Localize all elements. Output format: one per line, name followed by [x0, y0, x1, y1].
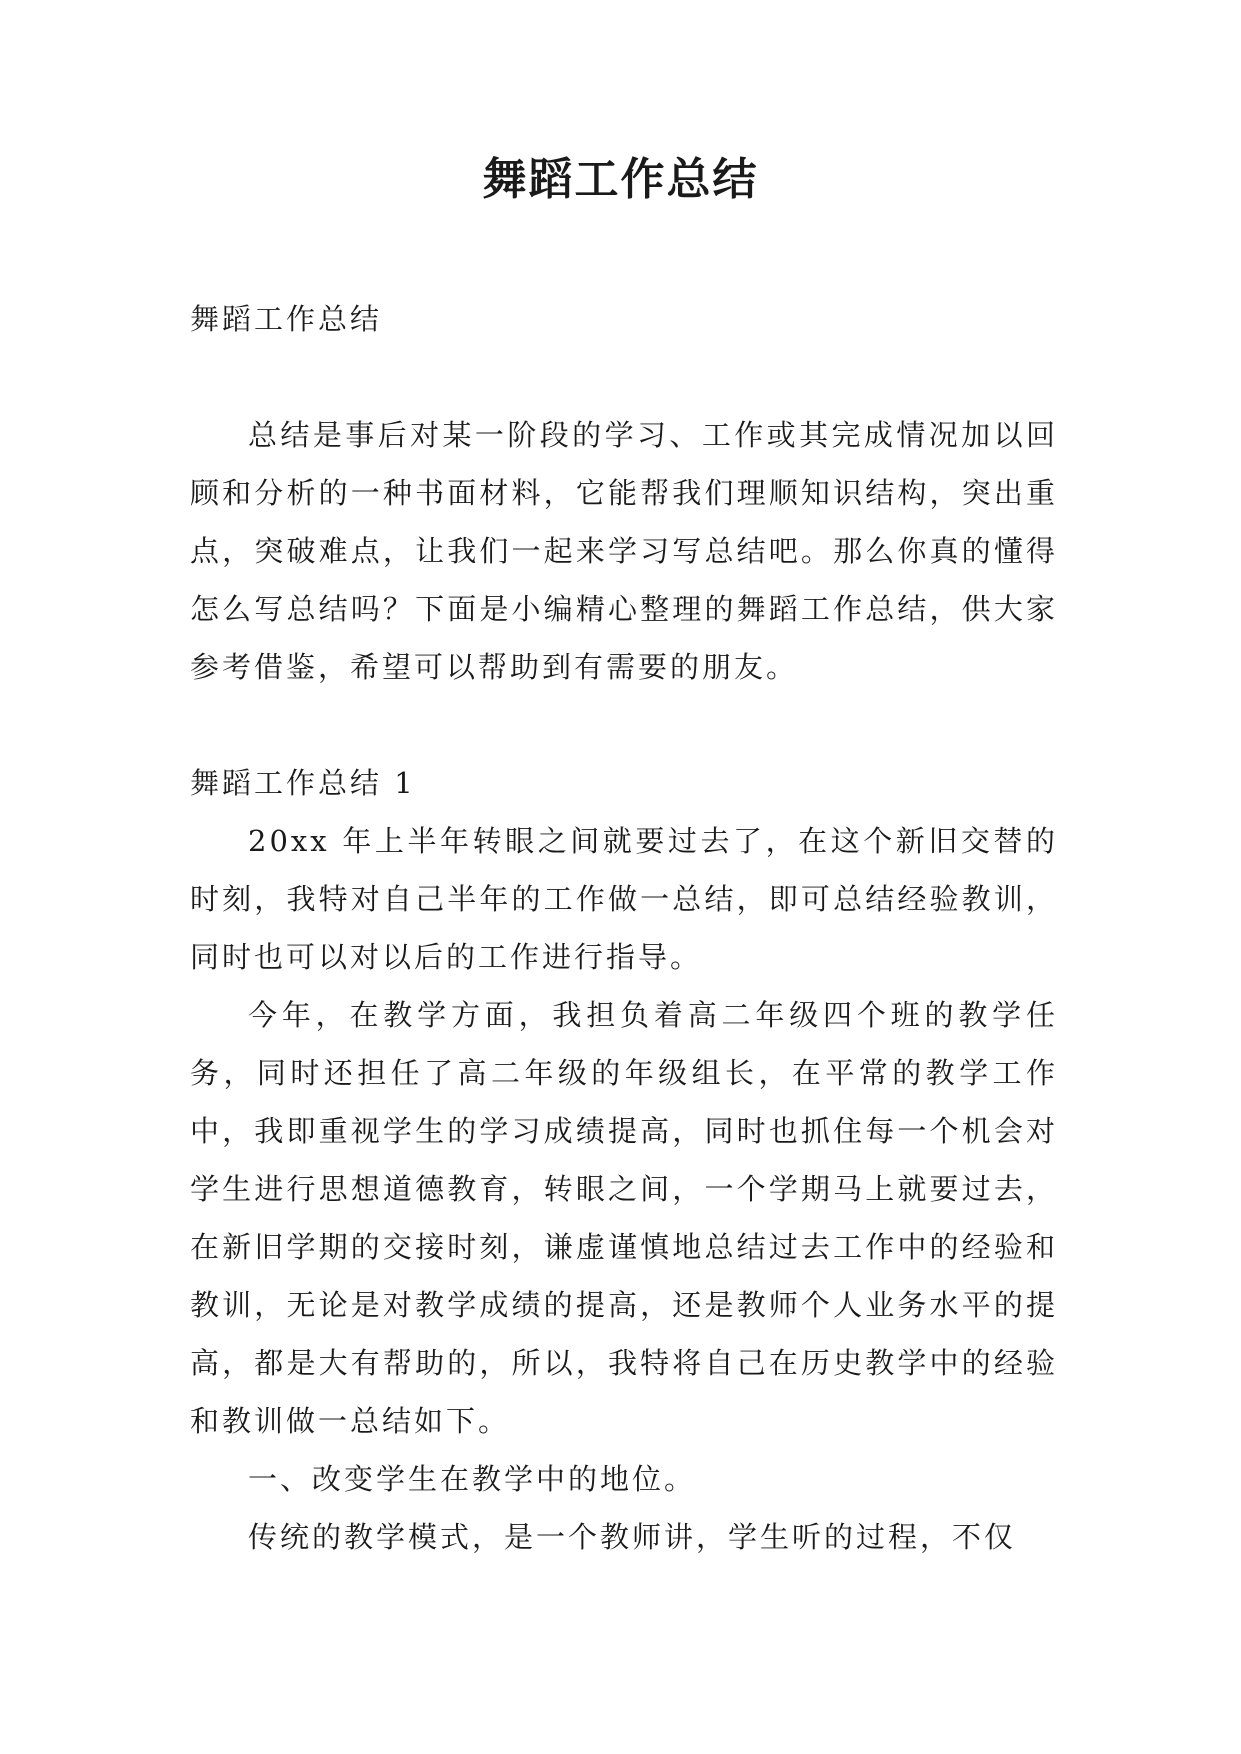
body-paragraph: 20xx 年上半年转眼之间就要过去了，在这个新旧交替的时刻，我特对自己半年的工作做一总结，即可总结经验教训，同时也可以对以后的工作进行指导。: [190, 824, 1058, 974]
document-title: 舞蹈工作总结: [482, 154, 759, 205]
section-heading: 舞蹈工作总结 1: [190, 766, 416, 800]
spacer: [190, 696, 1058, 754]
body-paragraph: 今年，在教学方面，我担负着高二年级四个班的教学任务，同时还担任了高二年级的年级组长，在平常的教学工作中，我即重视学生的学习成绩提高，同时也抓住每一个机会对学生进行思想道德教育，转眼之间，一个学期马上就要过去，在新旧学期的交接时刻，谦虚谨慎地总结过去工作中的经验和教训，无论是对教学成绩的提高，还是教师个人业务水平的提高，都是大有帮助的，所以，我特将自己在历史教学中的经验和教训做一总结如下。: [190, 998, 1058, 1438]
body-paragraph: 传统的教学模式，是一个教师讲，学生听的过程，不仅: [248, 1520, 1017, 1554]
list-heading-paragraph: 一、改变学生在教学中的地位。: [248, 1462, 697, 1496]
document-body: [190, 290, 1058, 1566]
document-subtitle: 舞蹈工作总结: [190, 302, 383, 336]
spacer: [190, 348, 1058, 406]
intro-paragraph: 总结是事后对某一阶段的学习、工作或其完成情况加以回顾和分析的一种书面材料，它能帮我们理顺知识结构，突出重点，突破难点，让我们一起来学习写总结吧。那么你真的懂得怎么写总结吗？下面是小编精心整理的舞蹈工作总结，供大家参考借鉴，希望可以帮助到有需要的朋友。: [190, 418, 1058, 684]
